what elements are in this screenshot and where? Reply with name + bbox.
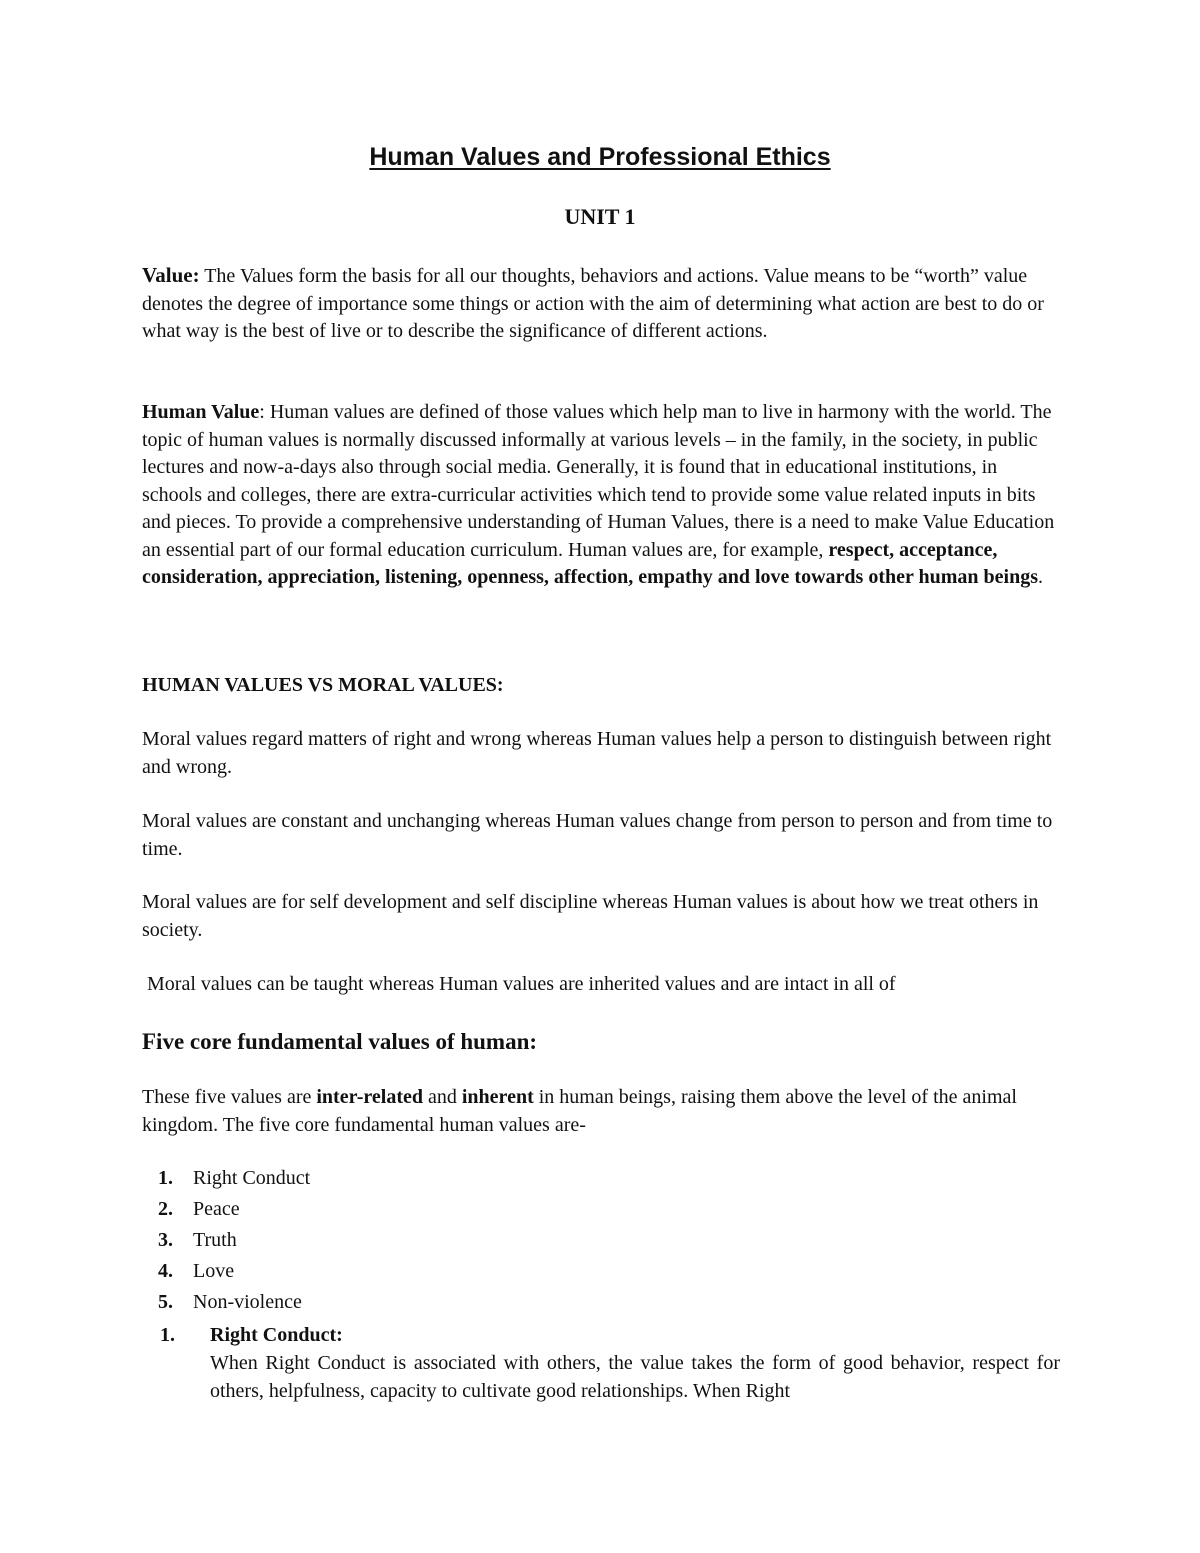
intro-text: in human beings, raising them above the level of the animal kingdom. The five core fundamental human values are- <box>142 1086 1017 1136</box>
list-label: Truth <box>193 1229 237 1251</box>
document-title: Human Values and Professional Ethics <box>369 143 831 171</box>
core-values-heading: Five core fundamental values of human: <box>142 1029 538 1054</box>
value-definition-paragraph <box>142 262 1060 346</box>
list-item <box>158 1287 758 1318</box>
comparison-heading: HUMAN VALUES VS MORAL VALUES: <box>142 674 504 696</box>
human-value-paragraph <box>142 399 1060 592</box>
list-number: 1. <box>158 1167 173 1189</box>
comparison-point: Moral values are constant and unchanging whereas Human values change from person to person and from time to time. <box>142 810 1053 860</box>
list-label: Non-violence <box>193 1291 302 1313</box>
list-number: 3. <box>158 1229 173 1251</box>
core-values-list <box>158 1163 758 1318</box>
list-item <box>158 1225 758 1256</box>
comparison-point: Moral values regard matters of right and wrong whereas Human values help a person to distinguish between right and wrong. <box>142 728 1052 778</box>
inherent-term: inherent <box>461 1086 534 1108</box>
list-number: 2. <box>158 1198 173 1220</box>
right-conduct-text: When Right Conduct is associated with others, the value takes the form of good behavior, respect for others, helpfulness, capacity to cultivate good relationships. When Right <box>210 1352 1060 1402</box>
human-value-examples: respect, acceptance, consideration, appreciation, listening, openness, affection, empathy and love towards other human beings <box>142 538 1038 588</box>
list-label: Peace <box>193 1198 240 1220</box>
human-value-text: : Human values are defined of those values which help man to live in harmony with the world. The topic of human values is normally discussed informally at various levels – in the family, in the society, in public lectures and now-a-days also through social media. Generally, it is found that in educational institutions, in schools and colleges, there are extra-curricular activities which tend to provide some value related inputs in bits and pieces. To provide a comprehensive understanding of Human Values, there is a need to make Value Education an essential part of our formal education curriculum. Human values are, for example, <box>142 401 1055 561</box>
core-values-intro <box>142 1084 1060 1139</box>
list-label: Love <box>193 1260 235 1282</box>
section-number: 1. <box>160 1324 175 1346</box>
section-title: Right Conduct: <box>210 1324 343 1346</box>
value-definition-text: The Values form the basis for all our thoughts, behaviors and actions. Value means to be “worth” value denotes the degree of importance some things or action with the aim of determining what action are best to do or what way is the best of live or to describe the significance of different actions. <box>142 265 1044 342</box>
comparison-point: Moral values are for self development and self discipline whereas Human values is about how we treat others in society. <box>142 891 1039 941</box>
inter-related-term: inter-related <box>316 1086 423 1108</box>
unit-heading: UNIT 1 <box>564 204 636 229</box>
list-item <box>158 1194 758 1225</box>
list-number: 5. <box>158 1291 173 1313</box>
value-term: Value: <box>142 263 200 287</box>
list-number: 4. <box>158 1260 173 1282</box>
intro-text: and <box>422 1086 462 1108</box>
intro-text: These five values are <box>142 1086 317 1108</box>
human-value-end: . <box>1038 566 1043 588</box>
list-item <box>158 1256 758 1287</box>
comparison-point: Moral values can be taught whereas Human values are inherited values and are intact in all of <box>142 973 896 995</box>
right-conduct-heading <box>160 1321 343 1349</box>
list-label: Right Conduct <box>193 1167 311 1189</box>
human-value-term: Human Value <box>142 401 260 423</box>
list-item <box>158 1163 758 1194</box>
